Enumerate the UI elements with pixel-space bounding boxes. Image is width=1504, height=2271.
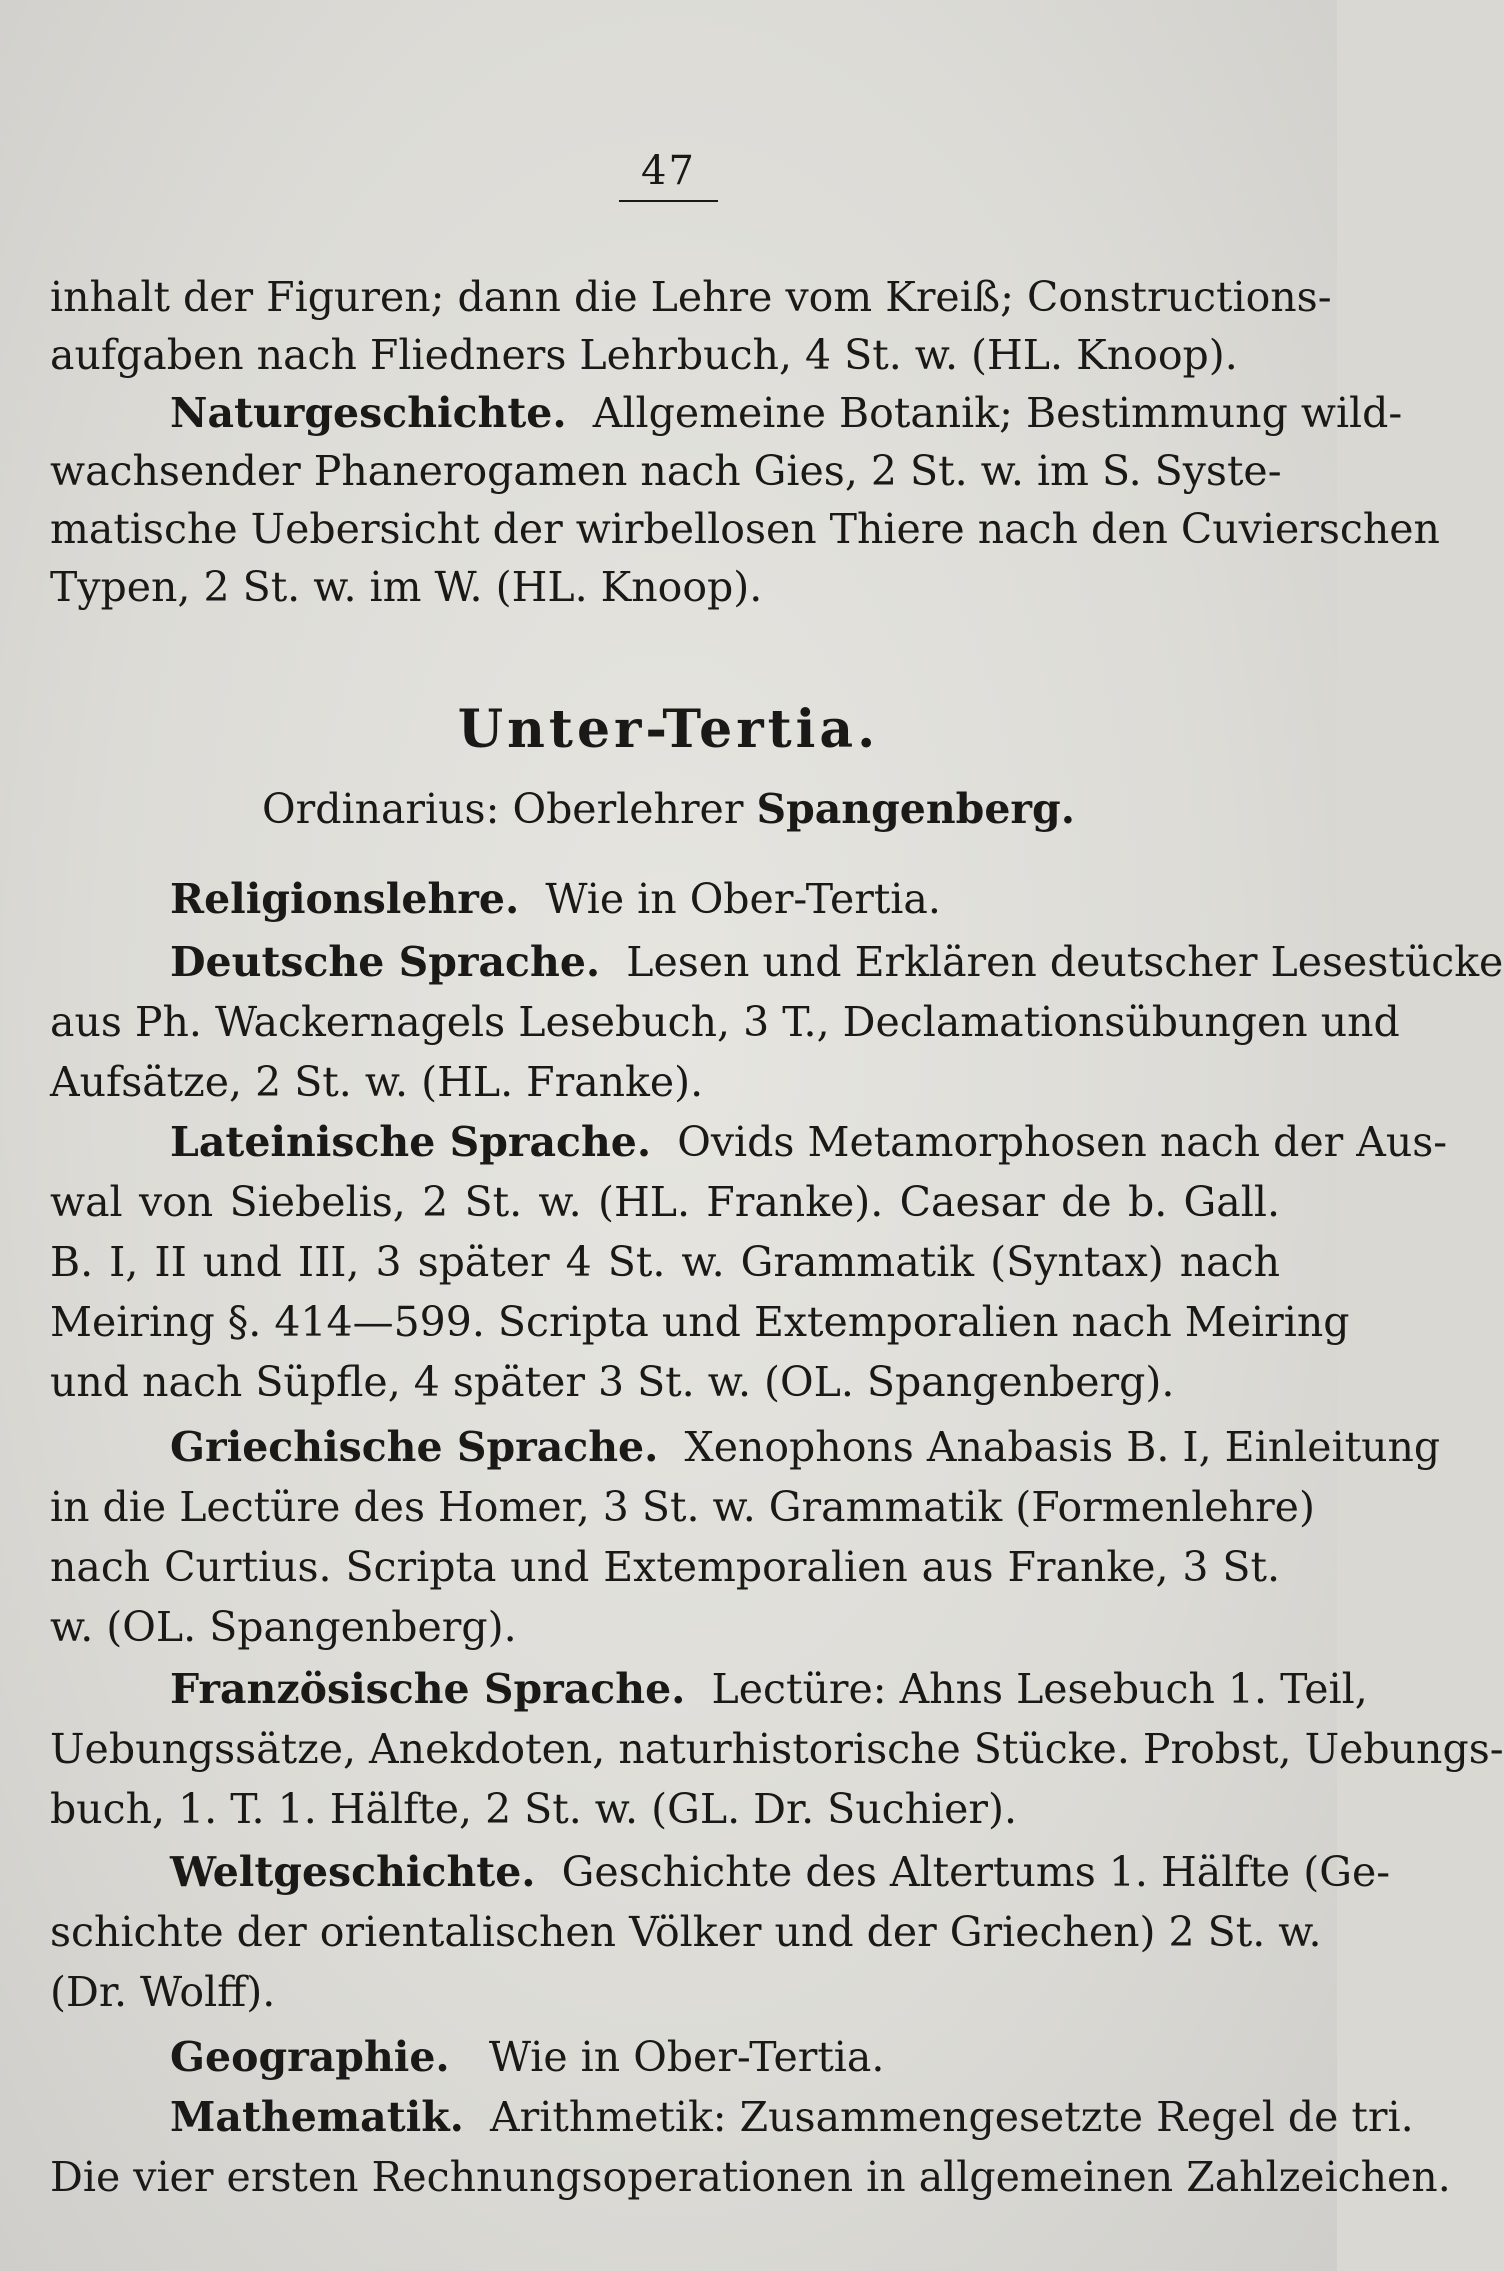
paragraph-latein xyxy=(170,1115,1448,1169)
text-run: Xenophons Anabasis B. I, Einleitung xyxy=(684,1423,1441,1471)
text-line: wachsender Phanerogamen nach Gies, 2 St. w. im S. Syste- xyxy=(50,447,1282,495)
paragraph-geographie xyxy=(170,2030,1280,2084)
text-run: Allgemeine Botanik; Bestimmung wild- xyxy=(592,389,1403,437)
ordinarius-person: Spangenberg. xyxy=(756,785,1075,833)
text-run: Wie in Ober-Tertia. xyxy=(488,2033,885,2081)
text-line: matische Uebersicht der wirbellosen Thiere nach den Cuvierschen xyxy=(50,505,1440,553)
subject-label-weltgeschichte: Weltgeschichte. xyxy=(170,1848,536,1896)
text-run: Geschichte des Altertums 1. Hälfte (Ge- xyxy=(561,1848,1391,1896)
paragraph-deutsch xyxy=(170,935,1504,989)
subject-label-naturgeschichte: Naturgeschichte. xyxy=(170,389,567,437)
text-run: Arithmetik: Zusammengesetzte Regel de tri. xyxy=(490,2093,1414,2141)
text-line: w. (OL. Spangenberg). xyxy=(50,1603,517,1651)
subject-label-deutsch: Deutsche Sprache. xyxy=(170,938,601,986)
text-line: Uebungssätze, Anekdoten, naturhistorische Stücke. Probst, Uebungs- xyxy=(50,1725,1504,1773)
paragraph-naturgeschichte xyxy=(170,386,1403,440)
paragraph-mathematik xyxy=(170,2090,1414,2144)
text-line: buch, 1. T. 1. Hälfte, 2 St. w. (GL. Dr. Suchier). xyxy=(50,1785,1018,1833)
subject-label-geographie: Geographie. xyxy=(170,2033,450,2081)
text-line: Aufsätze, 2 St. w. (HL. Franke). xyxy=(50,1058,704,1106)
page-number: 47 xyxy=(0,148,1337,202)
text-line: aus Ph. Wackernagels Lesebuch, 3 T., Declamationsübungen und xyxy=(50,998,1400,1046)
text-line: Meiring §. 414—599. Scripta und Extemporalien nach Meiring xyxy=(50,1298,1350,1346)
text-line: schichte der orientalischen Völker und der Griechen) 2 St. w. xyxy=(50,1908,1322,1956)
text-line: Die vier ersten Rechnungsoperationen in allgemeinen Zahlzeichen. xyxy=(50,2153,1451,2201)
paragraph-religion xyxy=(170,872,1280,926)
paragraph-griechisch xyxy=(170,1420,1441,1474)
text-line: nach Curtius. Scripta und Extemporalien aus Franke, 3 St. xyxy=(50,1543,1280,1591)
text-run: Ovids Metamorphosen nach der Aus- xyxy=(677,1118,1448,1166)
ordinarius-line xyxy=(0,782,1337,836)
text-line: B. I, II und III, 3 später 4 St. w. Grammatik (Syntax) nach xyxy=(50,1238,1280,1286)
text-line: in die Lectüre des Homer, 3 St. w. Grammatik (Formenlehre) xyxy=(50,1483,1315,1531)
text-line: und nach Süpfle, 4 später 3 St. w. (OL. Spangenberg). xyxy=(50,1358,1175,1406)
subject-label-griechisch: Griechische Sprache. xyxy=(170,1423,659,1471)
text-line: (Dr. Wolff). xyxy=(50,1968,276,2016)
text-run: Lesen und Erklären deutscher Lesestücke xyxy=(626,938,1504,986)
paragraph-weltgeschichte xyxy=(170,1845,1391,1899)
text-line: Typen, 2 St. w. im W. (HL. Knoop). xyxy=(50,563,763,611)
section-heading: Unter-Tertia. xyxy=(457,699,880,760)
text-run: Lectüre: Ahns Lesebuch 1. Teil, xyxy=(711,1665,1368,1713)
subject-label-religion: Religionslehre. xyxy=(170,875,520,923)
subject-label-latein: Lateinische Sprache. xyxy=(170,1118,652,1166)
text-line: aufgaben nach Fliedners Lehrbuch, 4 St. w. (HL. Knoop). xyxy=(50,331,1238,379)
ordinarius-title: Oberlehrer xyxy=(512,785,744,833)
text-line: wal von Siebelis, 2 St. w. (HL. Franke). Caesar de b. Gall. xyxy=(50,1178,1280,1226)
text-run: Wie in Ober-Tertia. xyxy=(545,875,941,923)
paragraph-franzoesisch xyxy=(170,1662,1368,1716)
subject-label-mathematik: Mathematik. xyxy=(170,2093,464,2141)
subject-label-franzoesisch: Französische Sprache. xyxy=(170,1665,686,1713)
ordinarius-label: Ordinarius: xyxy=(262,785,500,833)
text-line: inhalt der Figuren; dann die Lehre vom Kreiß; Constructions- xyxy=(50,273,1332,321)
